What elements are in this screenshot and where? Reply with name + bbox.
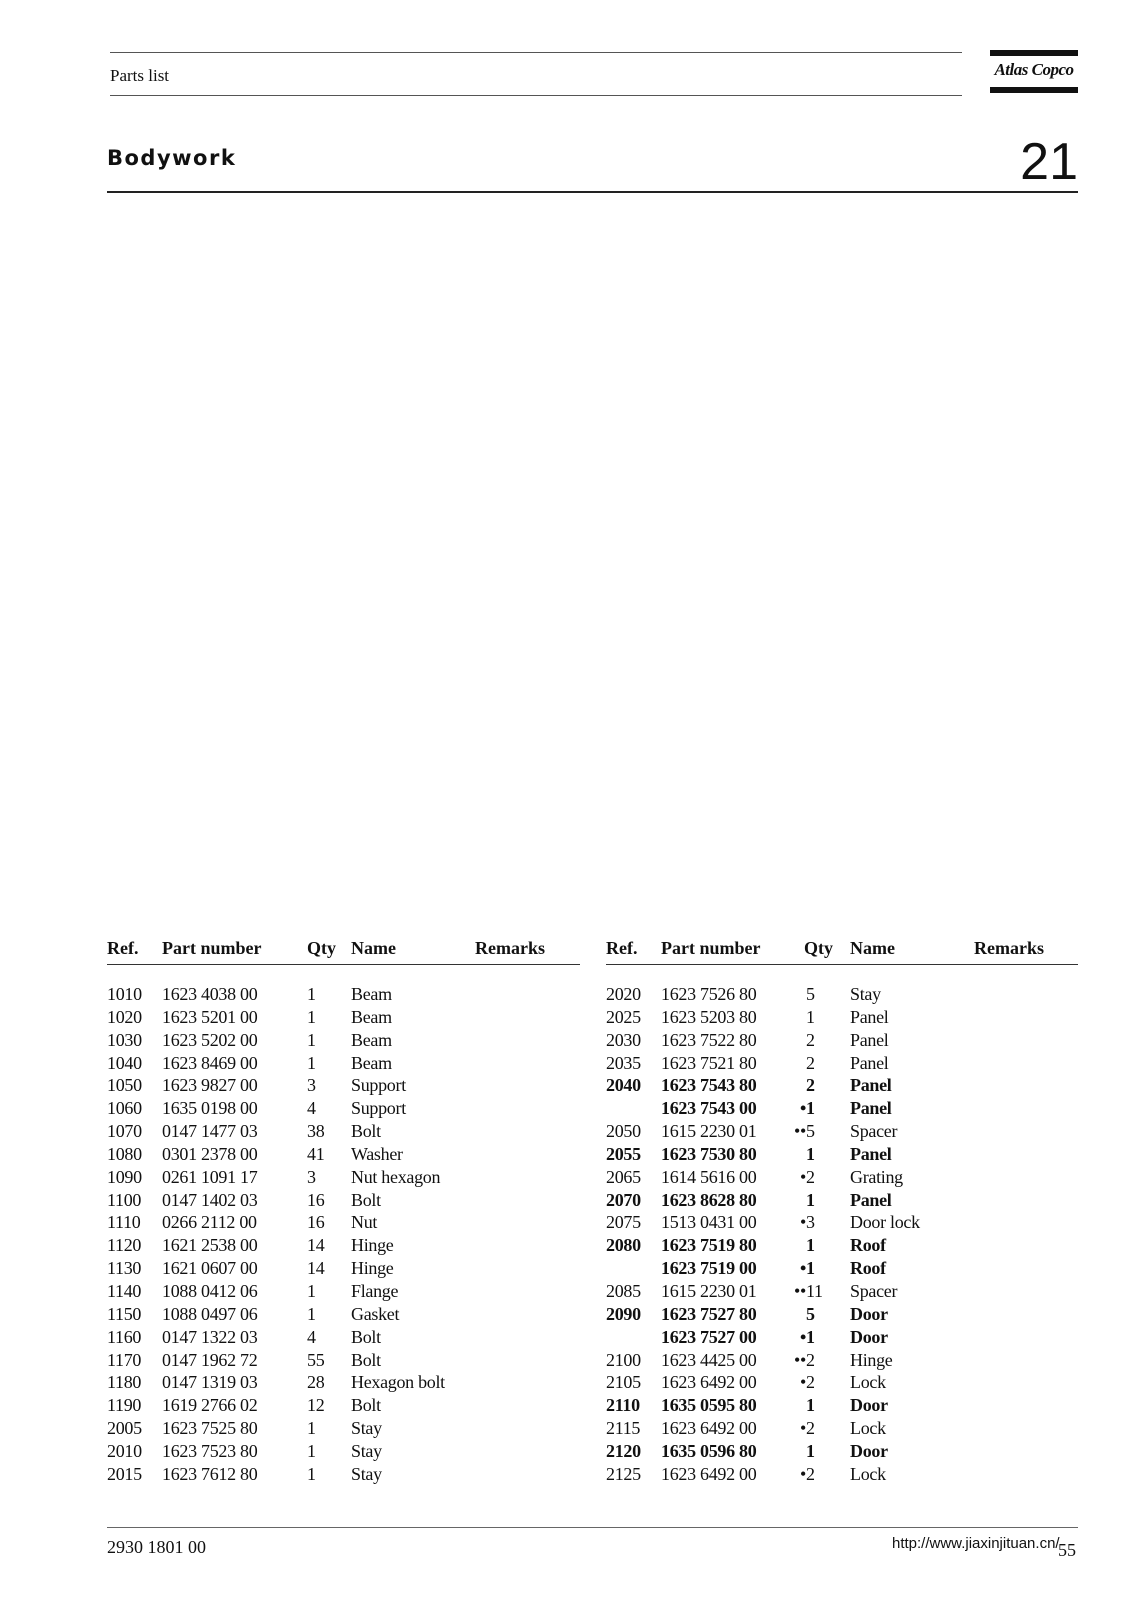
table-row [606,1007,1078,1030]
ref-cell: 2080 [606,1235,641,1256]
table-body [107,984,580,1487]
qty-cell: 2 [806,1052,815,1073]
part-number-cell: 1623 6492 00 [661,1463,757,1484]
qty-cell: 1 [806,1326,815,1347]
section-label: Parts list [110,66,170,85]
table-row [606,1075,1078,1098]
part-number-cell: 1623 6492 00 [661,1418,757,1439]
name-cell: Nut [351,1212,378,1233]
part-number-cell: 1615 2230 01 [661,1121,757,1142]
table-row [107,1395,580,1418]
part-number-cell: 1623 7612 80 [162,1463,258,1484]
name-cell: Stay [351,1463,382,1484]
name-cell: Beam [351,1029,392,1050]
ref-cell: 1030 [107,1029,142,1050]
part-number-cell: 1623 7521 80 [661,1052,757,1073]
part-number-cell: 1615 2230 01 [661,1280,757,1301]
table-row [107,1258,580,1281]
name-cell: Stay [351,1418,382,1439]
qty-cell: 1 [806,1440,815,1461]
col-remarks-header: Remarks [475,938,545,958]
col-ref-header: Ref. [107,938,139,958]
part-number-cell: 0261 1091 17 [162,1166,258,1187]
source-url: http://www.jiaxinjituan.cn/ [892,1535,1060,1552]
table-row [606,1167,1078,1190]
name-cell: Lock [850,1418,886,1439]
qty-cell: 1 [806,1235,815,1256]
level-marker: • [799,1212,806,1233]
table-row [606,1098,1078,1121]
ref-cell: 2020 [606,984,641,1004]
name-cell: Hinge [351,1258,394,1279]
name-cell: Bolt [351,1326,381,1347]
part-number-cell: 1621 0607 00 [162,1258,258,1279]
parts-table-left [107,938,580,1487]
table-row [107,1372,580,1395]
qty-cell: 5 [806,1121,815,1142]
name-cell: Nut hexagon [351,1166,441,1187]
part-number-cell: 0147 1322 03 [162,1326,258,1347]
logo-bar-top [990,50,1078,56]
name-cell: Door lock [850,1212,920,1233]
level-marker: •• [793,1349,806,1370]
logo-bar-bottom [990,87,1078,93]
qty-cell: 2 [806,1075,815,1096]
name-cell: Door [850,1440,888,1461]
col-qty-header: Qty [307,938,336,958]
part-number-cell: 1623 7522 80 [661,1029,757,1050]
part-number-cell: 1635 0596 80 [661,1440,757,1461]
table-row [606,1395,1078,1418]
ref-cell: 2100 [606,1349,641,1370]
qty-cell: 16 [307,1189,325,1210]
qty-cell: 4 [307,1098,316,1119]
table-body [606,984,1078,1487]
qty-cell: 3 [307,1075,316,1096]
ref-cell: 1190 [107,1395,142,1416]
name-cell: Panel [850,1189,892,1210]
part-number-cell: 1623 5202 00 [162,1029,258,1050]
table-row [606,1258,1078,1281]
parts-table-right [606,938,1078,1487]
name-cell: Hinge [850,1349,893,1370]
name-cell: Beam [351,1052,392,1073]
ref-cell: 2050 [606,1121,641,1142]
chapter-number: 21 [1020,133,1078,191]
part-number-cell: 1623 7523 80 [162,1440,258,1461]
qty-cell: 1 [806,1258,815,1279]
part-number-cell: 1513 0431 00 [661,1212,757,1233]
table-row [606,1212,1078,1235]
name-cell: Support [351,1075,406,1096]
part-number-cell: 1088 0412 06 [162,1280,258,1301]
ref-cell: 2055 [606,1143,641,1164]
ref-cell: 2125 [606,1463,641,1484]
part-number-cell: 1635 0198 00 [162,1098,258,1119]
qty-cell: 3 [307,1166,316,1187]
qty-cell: 1 [806,1395,815,1416]
qty-cell: 1 [806,1143,815,1164]
qty-cell: 2 [806,1418,815,1439]
name-cell: Door [850,1395,888,1416]
name-cell: Spacer [850,1121,898,1142]
table-row [107,1464,580,1487]
title-rule [107,191,1078,193]
qty-cell: 1 [307,984,316,1004]
name-cell: Panel [850,1029,889,1050]
ref-cell: 2110 [606,1395,640,1416]
name-cell: Bolt [351,1121,381,1142]
part-number-cell: 0266 2112 00 [162,1212,257,1233]
name-cell: Support [351,1098,406,1119]
level-marker: • [799,1098,806,1119]
ref-cell: 1120 [107,1235,142,1256]
table-header [606,938,1078,965]
ref-cell: 1170 [107,1349,142,1370]
ref-cell: 2025 [606,1006,641,1027]
qty-cell: 1 [307,1029,316,1050]
ref-cell: 1100 [107,1189,142,1210]
qty-cell: 5 [806,984,815,1004]
level-marker: • [799,1463,806,1484]
level-marker: • [799,1326,806,1347]
table-row [107,1098,580,1121]
qty-cell: 14 [307,1258,325,1279]
col-name-header: Name [850,938,895,958]
qty-cell: 41 [307,1143,325,1164]
part-number-cell: 1623 7543 80 [661,1075,757,1096]
ref-cell: 1140 [107,1280,142,1301]
ref-cell: 1110 [107,1212,141,1233]
ref-cell: 1130 [107,1258,142,1279]
part-number-cell: 1623 9827 00 [162,1075,258,1096]
name-cell: Beam [351,984,392,1004]
table-row [606,1235,1078,1258]
table-row [107,1304,580,1327]
part-number-cell: 0147 1319 03 [162,1372,258,1393]
table-row [606,1144,1078,1167]
brand-name: Atlas Copco [994,60,1074,79]
part-number-cell: 1623 7527 00 [661,1326,757,1347]
name-cell: Panel [850,1098,892,1119]
qty-cell: 2 [806,1463,815,1484]
qty-cell: 11 [806,1280,823,1301]
ref-cell: 2035 [606,1052,641,1073]
ref-cell: 2085 [606,1280,641,1301]
ref-cell: 2105 [606,1372,641,1393]
table-row [606,984,1078,1007]
ref-cell: 1080 [107,1143,142,1164]
table-row [606,1350,1078,1373]
part-number-cell: 1623 7527 80 [661,1303,757,1324]
ref-cell: 1060 [107,1098,142,1119]
part-number-cell: 1623 8628 80 [661,1189,757,1210]
table-row [107,1281,580,1304]
name-cell: Spacer [850,1280,898,1301]
ref-cell: 2015 [107,1463,142,1484]
name-cell: Panel [850,1075,892,1096]
table-row [107,1350,580,1373]
table-row [606,1441,1078,1464]
col-part-number-header: Part number [661,938,761,958]
ref-cell: 2005 [107,1418,142,1439]
name-cell: Panel [850,1006,889,1027]
name-cell: Roof [850,1258,886,1279]
part-number-cell: 1623 7525 80 [162,1418,258,1439]
ref-cell: 1010 [107,984,142,1004]
table-row [107,1327,580,1350]
qty-cell: 2 [806,1029,815,1050]
ref-cell: 2040 [606,1075,641,1096]
part-number-cell: 0301 2378 00 [162,1143,258,1164]
name-cell: Panel [850,1143,892,1164]
table-row [107,1235,580,1258]
name-cell: Hinge [351,1235,394,1256]
qty-cell: 28 [307,1372,325,1393]
name-cell: Lock [850,1463,886,1484]
part-number-cell: 1623 6492 00 [661,1372,757,1393]
table-row [107,1030,580,1053]
ref-cell: 2030 [606,1029,641,1050]
qty-cell: 1 [806,1006,815,1027]
qty-cell: 55 [307,1349,325,1370]
ref-cell: 2090 [606,1303,641,1324]
qty-cell: 16 [307,1212,325,1233]
name-cell: Bolt [351,1349,381,1370]
ref-cell: 1090 [107,1166,142,1187]
part-number-cell: 1623 4425 00 [661,1349,757,1370]
table-row [107,984,580,1007]
table-row [107,1144,580,1167]
level-marker: • [799,1166,806,1187]
name-cell: Flange [351,1280,399,1301]
qty-cell: 2 [806,1372,815,1393]
table-row [107,1053,580,1076]
ref-cell: 1040 [107,1052,142,1073]
table-row [606,1464,1078,1487]
qty-cell: 1 [307,1418,316,1439]
ref-cell: 2075 [606,1212,641,1233]
header-top-rule [110,52,962,53]
table-row [107,1190,580,1213]
qty-cell: 1 [307,1280,316,1301]
document-number: 2930 1801 00 [107,1537,206,1557]
qty-cell: 1 [307,1052,316,1073]
part-number-cell: 1619 2766 02 [162,1395,258,1416]
part-number-cell: 0147 1477 03 [162,1121,258,1142]
name-cell: Bolt [351,1189,381,1210]
name-cell: Hexagon bolt [351,1372,445,1393]
part-number-cell: 0147 1402 03 [162,1189,258,1210]
part-number-cell: 1623 7526 80 [661,984,757,1004]
table-row [107,1007,580,1030]
qty-cell: 1 [806,1189,815,1210]
ref-cell: 2115 [606,1418,641,1439]
part-number-cell: 1623 5201 00 [162,1006,258,1027]
header-bottom-rule [110,95,962,96]
ref-cell: 1070 [107,1121,142,1142]
part-number-cell: 1623 7519 80 [661,1235,757,1256]
ref-cell: 2120 [606,1440,641,1461]
qty-cell: 2 [806,1166,815,1187]
name-cell: Stay [351,1440,382,1461]
table-row [107,1075,580,1098]
qty-cell: 1 [806,1098,815,1119]
qty-cell: 12 [307,1395,325,1416]
name-cell: Panel [850,1052,889,1073]
ref-cell: 1160 [107,1326,142,1347]
table-row [606,1372,1078,1395]
name-cell: Grating [850,1166,903,1187]
part-number-cell: 1623 7543 00 [661,1098,757,1119]
name-cell: Door [850,1326,888,1347]
part-number-cell: 1623 5203 80 [661,1006,757,1027]
part-number-cell: 1088 0497 06 [162,1303,258,1324]
brand-logo [990,50,1078,94]
col-name-header: Name [351,938,396,958]
table-row [606,1304,1078,1327]
page-title: Bodywork [107,146,237,170]
part-number-cell: 1623 8469 00 [162,1052,258,1073]
part-number-cell: 1623 4038 00 [162,984,258,1004]
table-row [107,1121,580,1144]
part-number-cell: 1635 0595 80 [661,1395,757,1416]
table-header [107,938,580,965]
ref-cell: 2065 [606,1166,641,1187]
col-qty-header: Qty [804,938,833,958]
name-cell: Lock [850,1372,886,1393]
table-row [606,1121,1078,1144]
name-cell: Gasket [351,1303,400,1324]
part-number-cell: 1614 5616 00 [661,1166,757,1187]
ref-cell: 2010 [107,1440,142,1461]
part-number-cell: 1621 2538 00 [162,1235,258,1256]
part-number-cell: 1623 7519 00 [661,1258,757,1279]
qty-cell: 5 [806,1303,815,1324]
table-row [107,1418,580,1441]
table-row [107,1441,580,1464]
ref-cell: 1180 [107,1372,142,1393]
name-cell: Washer [351,1143,403,1164]
qty-cell: 1 [307,1463,316,1484]
col-ref-header: Ref. [606,938,638,958]
qty-cell: 4 [307,1326,316,1347]
qty-cell: 1 [307,1440,316,1461]
name-cell: Bolt [351,1395,381,1416]
name-cell: Door [850,1303,888,1324]
level-marker: •• [793,1280,806,1301]
qty-cell: 1 [307,1303,316,1324]
name-cell: Stay [850,984,881,1004]
table-row [606,1327,1078,1350]
table-row [606,1190,1078,1213]
name-cell: Beam [351,1006,392,1027]
qty-cell: 2 [806,1349,815,1370]
qty-cell: 3 [806,1212,815,1233]
ref-cell: 2070 [606,1189,641,1210]
table-row [107,1212,580,1235]
table-row [606,1281,1078,1304]
qty-cell: 38 [307,1121,325,1142]
qty-cell: 14 [307,1235,325,1256]
ref-cell: 1150 [107,1303,142,1324]
table-row [606,1030,1078,1053]
table-row [606,1418,1078,1441]
level-marker: • [799,1372,806,1393]
part-number-cell: 1623 7530 80 [661,1143,757,1164]
table-row [107,1167,580,1190]
level-marker: • [799,1258,806,1279]
ref-cell: 1020 [107,1006,142,1027]
qty-cell: 1 [307,1006,316,1027]
table-row [606,1053,1078,1076]
level-marker: • [799,1418,806,1439]
level-marker: •• [793,1121,806,1142]
footer-rule [107,1527,1078,1528]
col-remarks-header: Remarks [974,938,1044,958]
col-part-number-header: Part number [162,938,262,958]
part-number-cell: 0147 1962 72 [162,1349,258,1370]
ref-cell: 1050 [107,1075,142,1096]
name-cell: Roof [850,1235,886,1256]
page-number: 55 [1058,1540,1076,1560]
